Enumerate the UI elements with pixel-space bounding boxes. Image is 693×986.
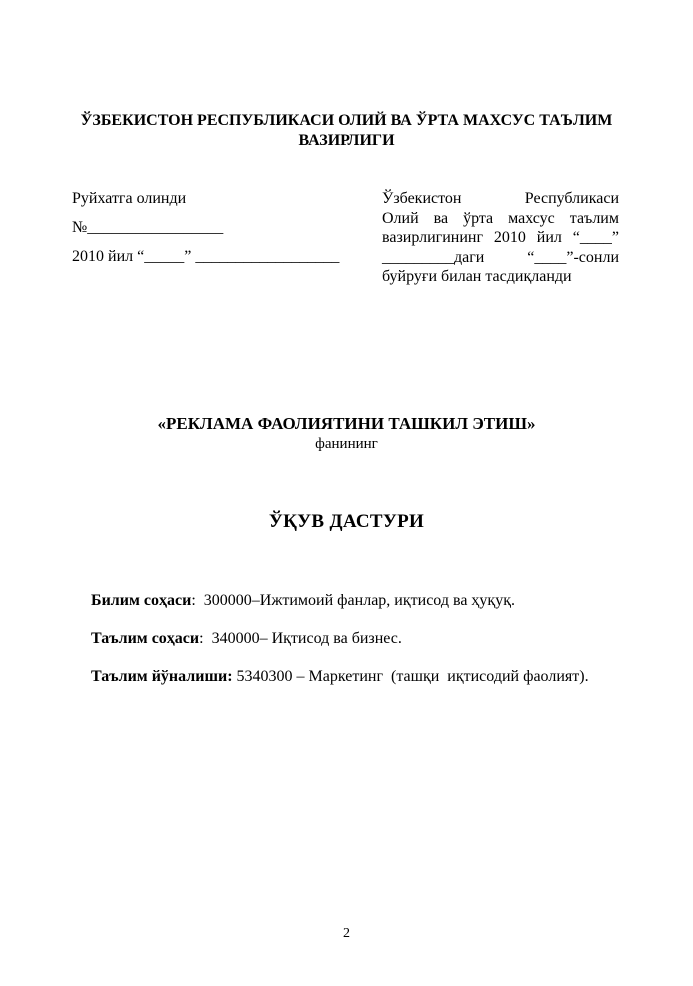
registration-block: [72, 189, 362, 276]
registration-label: Руйхатга олинди: [72, 190, 187, 207]
page-number: 2: [343, 926, 350, 941]
field-knowledge-area: [91, 591, 661, 611]
approval-line-1: Ўзбекистон Республикаси: [382, 190, 619, 207]
approval-line-3: вазирлигининг 2010 йил “____”: [382, 229, 619, 246]
registration-date: 2010 йил “_____” __________________: [72, 248, 340, 265]
ministry-heading-line-2: ВАЗИРЛИГИ: [298, 132, 395, 149]
approval-line-4: _________даги “____”-сонли: [382, 248, 619, 266]
ministry-heading-line-1: ЎЗБЕКИСТОН РЕСПУБЛИКАСИ ОЛИЙ ВА ЎРТА МАХСУС ТАЪЛИМ: [80, 112, 613, 129]
ministry-heading: [40, 111, 653, 151]
field-value: 5340300 – Маркетинг (ташқи иқтисодий фаолият).: [236, 668, 589, 685]
subject-subtitle: фанининг: [315, 436, 378, 452]
field-label: Таълим йўналиши:: [91, 668, 233, 685]
field-value: 340000– Иқтисод ва бизнес.: [211, 630, 402, 647]
field-separator: :: [191, 592, 204, 609]
program-title: ЎҚУВ ДАСТУРИ: [268, 511, 425, 532]
field-separator: :: [199, 630, 212, 647]
subject-title: «РЕКЛАМА ФАОЛИЯТИНИ ТАШКИЛ ЭТИШ»: [157, 414, 536, 433]
field-value: 300000–Ижтимоий фанлар, иқтисод ва ҳуқуқ.: [203, 592, 515, 609]
registration-number: №_________________: [72, 219, 224, 236]
field-label: Таълим соҳаси: [91, 630, 200, 647]
field-education-area: [91, 629, 661, 649]
approval-line-5: буйруғи билан тасдиқланди: [382, 268, 572, 285]
approval-line-2: Олий ва ўрта махсус таълим: [382, 209, 619, 227]
approval-block: [382, 189, 619, 287]
field-education-direction: [91, 667, 661, 687]
field-label: Билим соҳаси: [91, 592, 192, 609]
